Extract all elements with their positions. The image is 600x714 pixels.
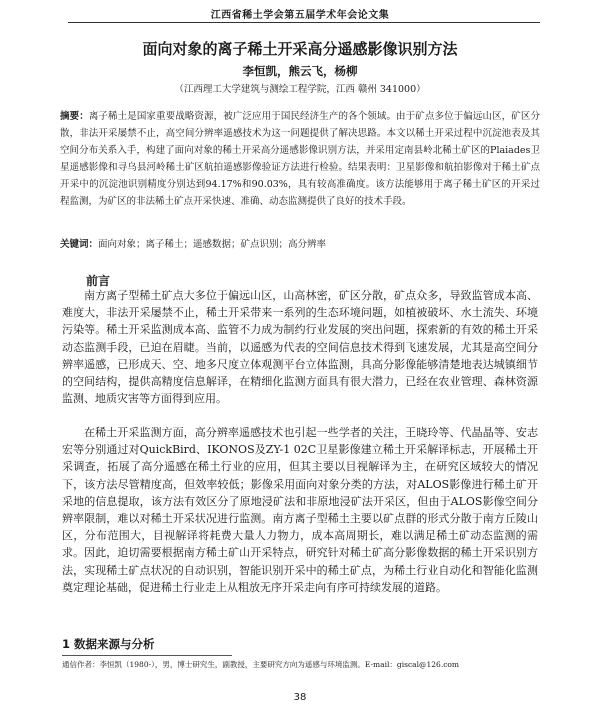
footnote-rule bbox=[62, 655, 232, 656]
abstract-label: 摘要： bbox=[60, 111, 89, 122]
footnote: 通信作者：李恒凯（1980-），男，博士研究生，副教授，主要研究方向为遥感与环境监测。E-mail：giscal@126.com bbox=[62, 660, 460, 669]
body-paragraph: 在稀土开采监测方面，高分辨率遥感技术也引起一些学者的关注，王晓玲等、代晶晶等、安志宏等分别通过对QuickBird、IKONOS及ZY-1 02C卫星影像建立稀土开采解译标志，开展稀土开采调查，拓展了高分遥感在稀土行业的应用，但其主要以目视解译为主，在研究区域较大的情况下，该方法尽管精度高，但效率较低；影像采用面向对象分类的方法，对ALOS影像进行稀土矿开采地的信息提取，该方法有效区分了原地浸矿法和非原地浸矿法开采区，但由于ALOS影像空间分辨率限制，难以对稀土开采状况进行监测。南方离子型稀土主要以矿点群的形式分散于南方丘陵山区，分布范围大，目视解译将耗费大量人力物力，成本高周期长，难以满足稀土矿动态监测的需求。因此，迫切需要根据南方稀土矿山开采特点，研究针对稀土矿高分影像数据的稀土开采识别方法，实现稀土矿点状况的自动识别，智能识别开采中的稀土矿点，为稀土行业自动化和智能化监测奠定理论基础，促进稀土行业走上从粗放无序开采走向有序可持续发展的道路。 bbox=[62, 426, 538, 594]
header-rule bbox=[68, 22, 540, 23]
body-paragraph: 南方离子型稀土矿点大多位于偏远山区，山高林密，矿区分散，矿点众多，导致监管成本高、难度大，非法开采屡禁不止，稀土开采带来一系列的生态环境问题，如植被破坏、水土流失、环境污染等。稀土开采监测成本高、监管不力成为制约行业发展的突出问题，探索新的有效的稀土开采动态监测手段，已迫在眉睫。当前，以遥感为代表的空间信息技术得到飞速发展，尤其是高空间分辨率遥感，已形成天、空、地多尺度立体观测平台立体监测，具高分影像能够清楚地表达城镇细节的空间结构，提供高精度信息解译，在精细化监测方面具有很大潜力，已经在农业管理、森林资源监测、地质灾害等方面得到应用。 bbox=[62, 289, 538, 406]
section-heading: 1 数据来源与分析 bbox=[62, 637, 155, 651]
intro-heading: 前言 bbox=[86, 274, 111, 288]
abstract-text: 离子稀土是国家重要战略资源，被广泛应用于国民经济生产的各个领域。由于矿点多位于偏远山区，矿区分散，非法开采屡禁不止，高空间分辨率遥感技术为这一问题提供了解决思路。本文以稀土开采过程中沉淀池表及其空间分布关系入手，构建了面向对象的稀土开采高分遥感影像识别方法，并采用定南县岭北稀土矿区的Plaiades卫星遥感影像和寻乌县河岭稀土矿区航拍遥感影像验证方法进行检验。结果表明：卫星影像和航拍影像对于稀土矿点开采中的沉淀池识别精度分别达到94.17%和90.03%，具有较高准确度。该方法能够用于离子稀土矿区的开采过程监测，为矿区的非法稀土矿点开采快速、准确、动态监测提供了良好的技术手段。 bbox=[60, 111, 540, 207]
keywords-label: 关键词： bbox=[60, 239, 99, 250]
keywords bbox=[60, 236, 540, 250]
author-list: 李恒凯，熊云飞，杨柳 bbox=[242, 64, 358, 78]
affiliation: （江西理工大学建筑与测绘工程学院，江西 赣州 341000） bbox=[174, 84, 426, 95]
keywords-text: 面向对象；离子稀土；遥感数据；矿点识别；高分辨率 bbox=[98, 239, 327, 250]
page-number: 38 bbox=[293, 692, 307, 703]
abstract bbox=[60, 108, 540, 210]
running-head: 江西省稀土学会第五届学术年会论文集 bbox=[210, 10, 390, 21]
paper-title: 面向对象的离子稀土开采高分遥感影像识别方法 bbox=[142, 40, 458, 58]
